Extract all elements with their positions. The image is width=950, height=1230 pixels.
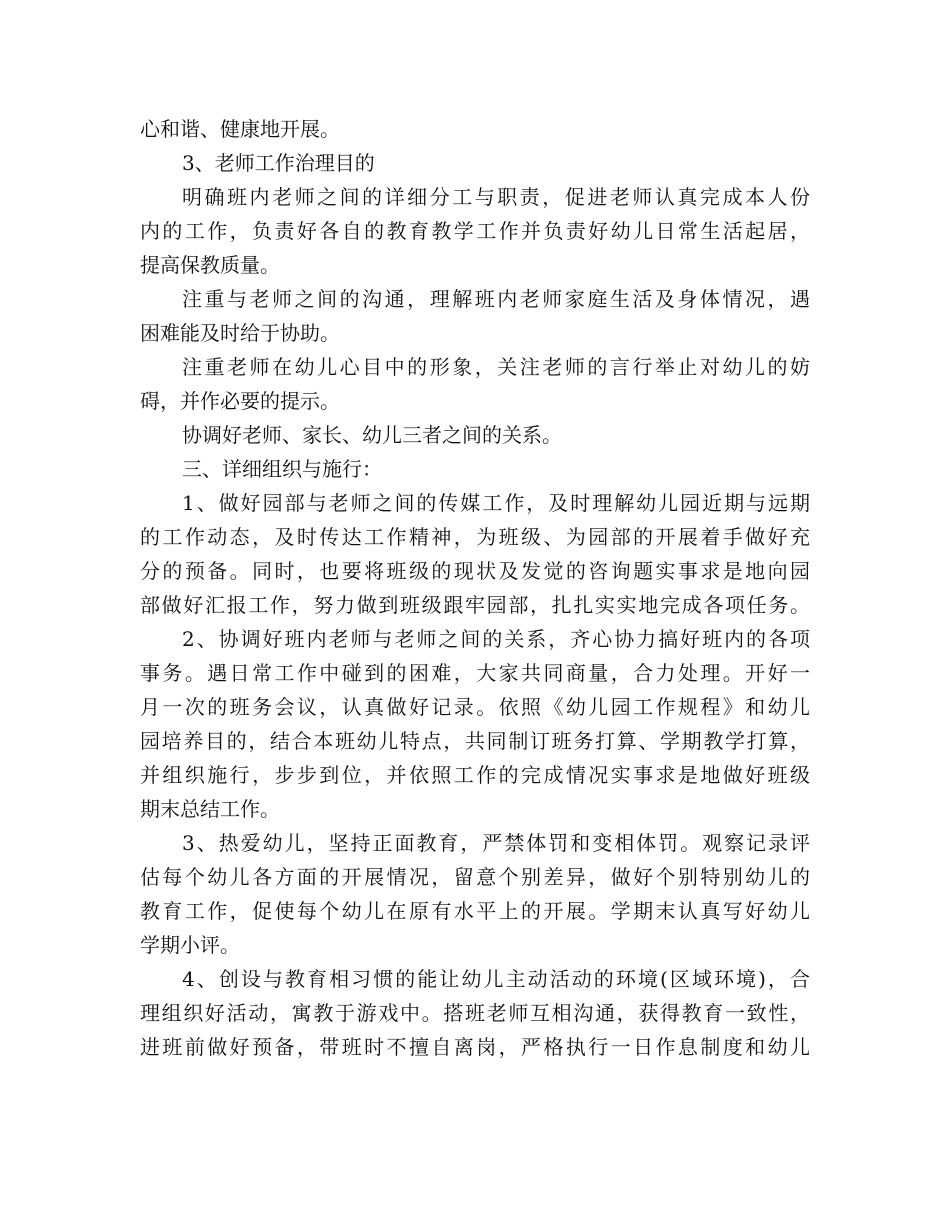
- text-line: 2、协调好班内老师与老师之间的关系，齐心协力搞好班内的各项: [182, 627, 810, 651]
- text-line: 注重与老师之间的沟通，理解班内老师家庭生活及身体情况，遇: [182, 287, 810, 311]
- text-line: 提高保教质量。: [140, 253, 280, 277]
- text-line: 理组织好活动，寓教于游戏中。搭班老师互相沟通，获得教育一致性，: [140, 1001, 810, 1025]
- text-line: 3、热爱幼儿，坚持正面教育，严禁体罚和变相体罚。观察记录评: [182, 831, 810, 855]
- text-line: 教育工作，促使每个幼儿在原有水平上的开展。学期末认真写好幼儿: [140, 899, 810, 923]
- text-line: 进班前做好预备，带班时不擅自离岗，严格执行一日作息制度和幼儿: [140, 1035, 810, 1059]
- text-line: 4、创设与教育相习惯的能让幼儿主动活动的环境(区域环境)，合: [182, 967, 810, 991]
- text-line: 估每个幼儿各方面的开展情况，留意个别差异，做好个别特别幼儿的: [140, 865, 810, 889]
- text-line: 协调好老师、家长、幼儿三者之间的关系。: [182, 423, 562, 447]
- text-line: 碍，并作必要的提示。: [140, 389, 340, 413]
- text-line: 内的工作，负责好各自的教育教学工作并负责好幼儿日常生活起居，: [140, 219, 810, 243]
- text-line: 期末总结工作。: [140, 797, 280, 821]
- text-line: 1、做好园部与老师之间的传媒工作，及时理解幼儿园近期与远期: [182, 491, 810, 515]
- text-line: 分的预备。同时，也要将班级的现状及发觉的咨询题实事求是地向园: [140, 559, 810, 583]
- text-line: 的工作动态，及时传达工作精神，为班级、为园部的开展着手做好充: [140, 525, 810, 549]
- text-line: 心和谐、健康地开展。: [140, 117, 340, 141]
- text-line: 困难能及时给于协助。: [140, 321, 340, 345]
- text-line: 月一次的班务会议，认真做好记录。依照《幼儿园工作规程》和幼儿: [140, 695, 810, 719]
- section-heading: 3、老师工作治理目的: [182, 151, 375, 175]
- text-line: 学期小评。: [140, 933, 240, 957]
- text-line: 事务。遇日常工作中碰到的困难，大家共同商量，合力处理。开好一: [140, 661, 810, 685]
- document-body: [140, 112, 810, 1064]
- text-line: 并组织施行，步步到位，并依照工作的完成情况实事求是地做好班级: [140, 763, 810, 787]
- text-line: 注重老师在幼儿心目中的形象，关注老师的言行举止对幼儿的妨: [182, 355, 810, 379]
- section-heading: 三、详细组织与施行：: [182, 457, 382, 481]
- text-line: 明确班内老师之间的详细分工与职责，促进老师认真完成本人份: [182, 185, 810, 209]
- text-line: 园培养目的，结合本班幼儿特点，共同制订班务打算、学期教学打算，: [140, 729, 810, 753]
- text-line: 部做好汇报工作，努力做到班级跟牢园部，扎扎实实地完成各项任务。: [140, 593, 810, 617]
